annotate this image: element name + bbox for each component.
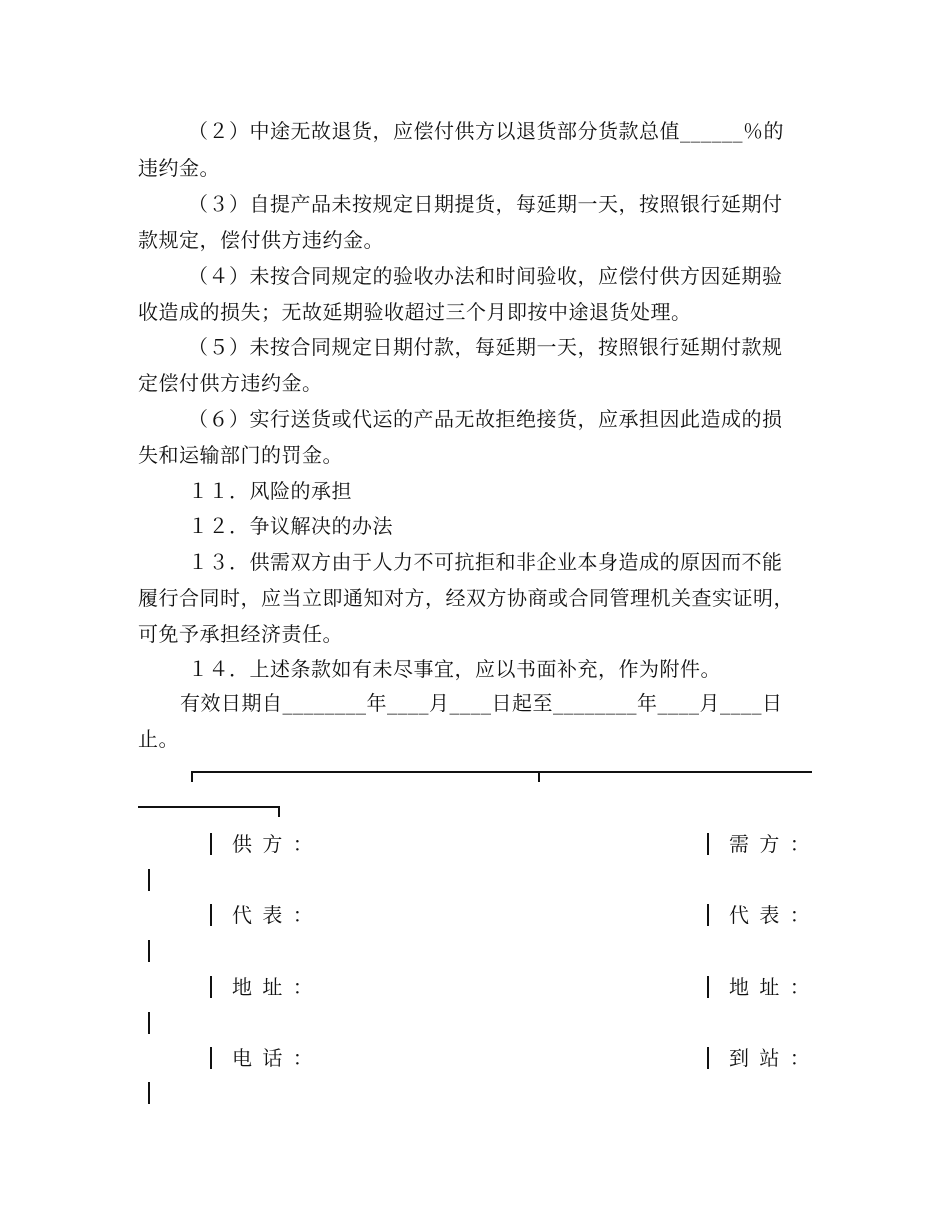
- clause-5-line-2: 定偿付供方违约金。: [138, 371, 323, 395]
- row-1-left-bar: [210, 833, 212, 855]
- clause-13-line-3: 可免予承担经济责任。: [138, 622, 343, 646]
- row-1-middle-bar: [707, 833, 709, 855]
- row-2-left-bar: [210, 904, 212, 926]
- row-3-middle-bar: [707, 976, 709, 998]
- row-4-wrap-bar: [148, 1082, 150, 1104]
- table-top-left-corner: [191, 771, 193, 782]
- buyer-address-label: 地 址 ：: [729, 975, 812, 999]
- row-3-left-bar: [210, 976, 212, 998]
- row-1-wrap-bar: [148, 869, 150, 891]
- row-4-middle-bar: [707, 1047, 709, 1069]
- row-2-wrap-bar: [148, 940, 150, 962]
- clause-2-line-1: （２）中途无故退货，应偿付供方以退货部分货款总值______％的: [188, 119, 784, 143]
- validity-period-line-2: 止。: [138, 727, 179, 751]
- clause-14: １４．上述条款如有未尽事宜，应以书面补充，作为附件。: [188, 657, 721, 681]
- buyer-label: 需 方 ：: [729, 832, 812, 856]
- supplier-label: 供 方 ：: [232, 832, 315, 856]
- clause-6-line-1: （６）实行送货或代运的产品无故拒绝接货，应承担因此造成的损: [188, 407, 783, 431]
- clause-2-line-2: 违约金。: [138, 156, 220, 180]
- table-top-border: [191, 771, 812, 773]
- row-2-middle-bar: [707, 904, 709, 926]
- clause-4-line-1: （４）未按合同规定的验收办法和时间验收，应偿付供方因延期验: [188, 264, 783, 288]
- buyer-destination-station-label: 到 站 ：: [729, 1046, 812, 1070]
- supplier-address-label: 地 址 ：: [232, 975, 315, 999]
- clause-11: １１．风险的承担: [188, 479, 352, 503]
- clause-3-line-2: 款规定，偿付供方违约金。: [138, 228, 384, 252]
- buyer-representative-label: 代 表 ：: [729, 903, 812, 927]
- clause-6-line-2: 失和运输部门的罚金。: [138, 443, 343, 467]
- supplier-phone-label: 电 话 ：: [232, 1046, 315, 1070]
- table-top-right-corner: [278, 806, 280, 817]
- table-top-border-wrap: [138, 806, 280, 808]
- clause-4-line-2: 收造成的损失；无故延期验收超过三个月即按中途退货处理。: [138, 300, 692, 324]
- validity-period-line-1: 有效日期自________年____月____日起至________年____月____日: [180, 691, 783, 715]
- clause-13-line-2: 履行合同时，应当立即通知对方，经双方协商或合同管理机关查实证明，: [138, 586, 794, 610]
- clause-3-line-1: （３）自提产品未按规定日期提货，每延期一天，按照银行延期付: [188, 192, 783, 216]
- supplier-representative-label: 代 表 ：: [232, 903, 315, 927]
- clause-13-line-1: １３．供需双方由于人力不可抗拒和非企业本身造成的原因而不能: [188, 550, 783, 574]
- row-4-left-bar: [210, 1047, 212, 1069]
- table-top-middle-junction: [538, 771, 540, 782]
- row-3-wrap-bar: [148, 1012, 150, 1034]
- clause-5-line-1: （５）未按合同规定日期付款，每延期一天，按照银行延期付款规: [188, 335, 783, 359]
- clause-12: １２．争议解决的办法: [188, 514, 393, 538]
